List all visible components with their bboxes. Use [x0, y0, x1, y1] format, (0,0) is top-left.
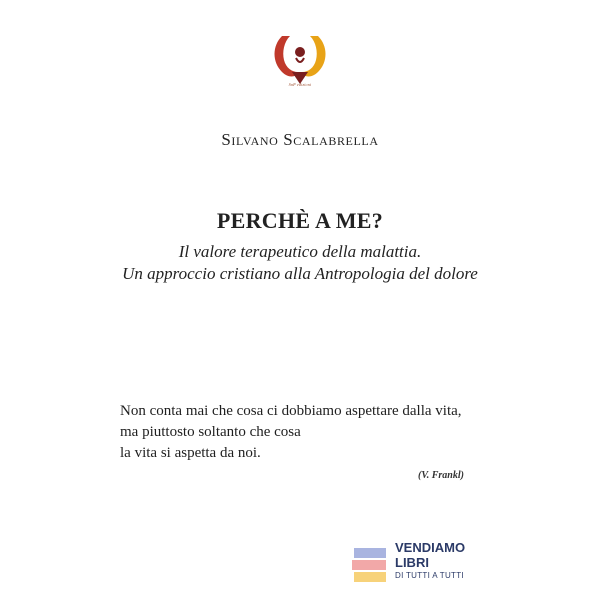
epigraph-line-3: la vita si aspetta da noi. [120, 445, 261, 461]
vendiamo-libri-badge[interactable] [350, 540, 480, 590]
author-name: Silvano Scalabrella [221, 130, 379, 149]
badge-text [395, 540, 465, 582]
epigraph-line-1: Non conta mai che cosa ci dobbiamo aspettare dalla vita, [120, 403, 462, 419]
publisher-name: SnP edizioni [288, 82, 312, 87]
book-title: PERCHÈ A ME? [216, 208, 384, 233]
book-subtitle-line-1: Il valore terapeutico della malattia. [178, 242, 422, 261]
badge-line-1: VENDIAMO [395, 540, 466, 555]
epigraph-attribution: (V. Frankl) [418, 470, 464, 481]
badge-line-2: LIBRI [395, 555, 429, 570]
book-subtitle-line-2: Un approccio cristiano alla Antropologia del dolore [122, 264, 478, 283]
stacked-books-icon [350, 540, 390, 590]
badge-line-3: DI TUTTI A TUTTI [395, 571, 464, 580]
epigraph-line-2: ma piuttosto soltanto che cosa [120, 424, 301, 440]
